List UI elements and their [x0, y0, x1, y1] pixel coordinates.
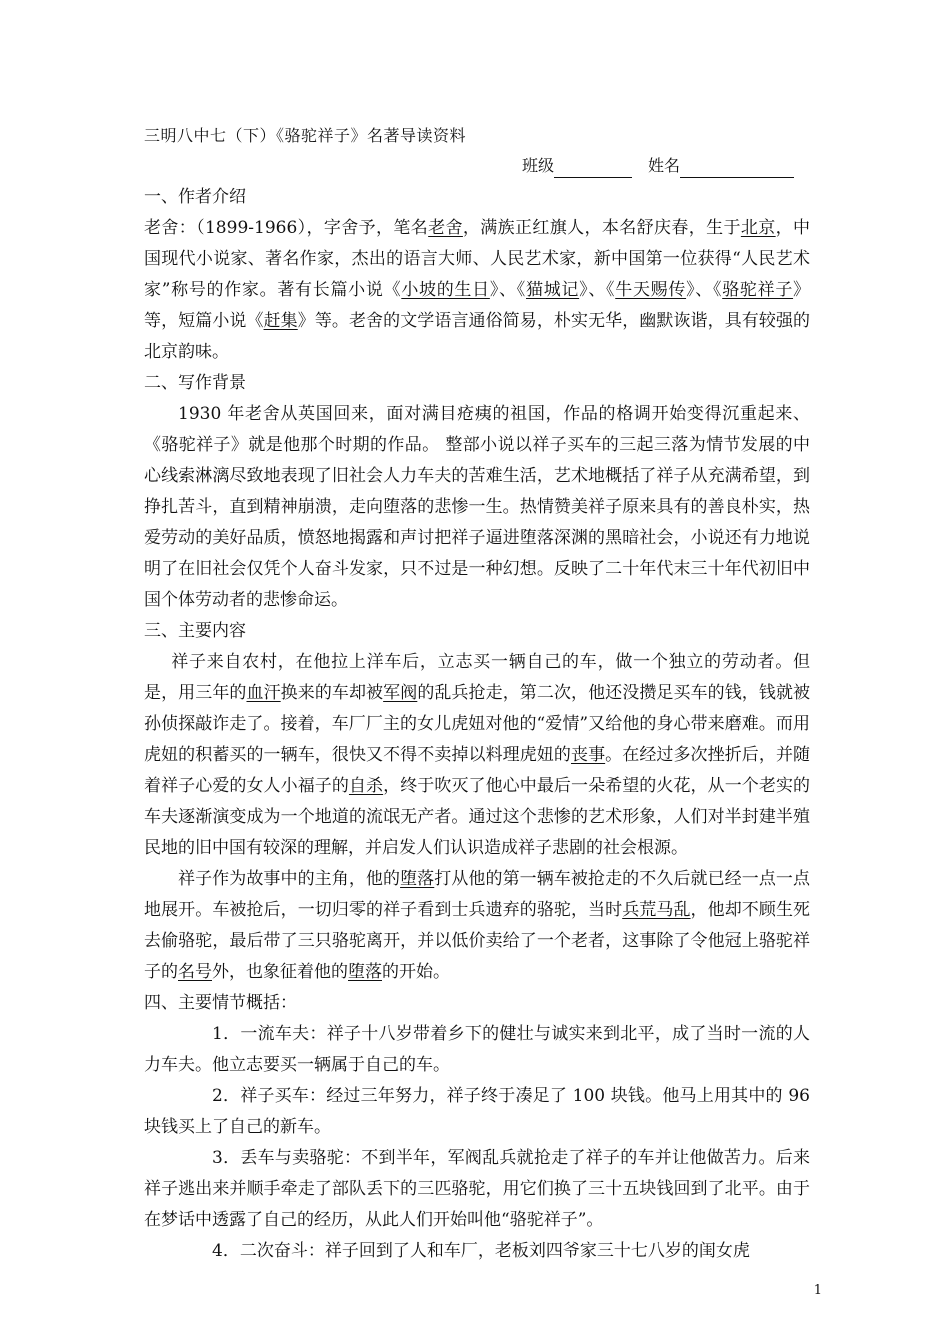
- underlined-term: 赶集: [263, 311, 298, 331]
- author-intro-paragraph: 老舍：（1899-1966），字舍予，笔名老舍，满族正红旗人，本名舒庆春，生于北京，中国现代小说家、著名作家，杰出的语言大师、人民艺术家，新中国第一位获得“人民艺术家”称号的作家。著有长篇小说《小坡的生日》、《猫城记》、《牛天赐传》、《骆驼祥子》等，短篇小说《赶集》等。老舍的文学语言通俗简易，朴实无华，幽默诙谐，具有较强的北京韵味。: [144, 218, 811, 362]
- background-paragraph: 1930 年老舍从英国回来，面对满目疮痍的祖国，作品的格调开始变得沉重起来、《骆驼祥子》就是他那个时期的作品。 整部小说以祥子买车的三起三落为情节发展的中心线索淋漓尽致地表现了旧社会人力车夫的苦难生活，艺术地概括了祥子从充满希望，到挣扎苦斗，直到精神崩溃，走向堕落的悲惨一生。热情赞美祥子原来具有的善良朴实，热爱劳动的美好品质，愤怒地揭露和声讨把祥子逼进堕落深渊的黑暗社会，小说还有力地说明了在旧社会仅凭个人奋斗发家，只不过是一种幻想。反映了二十年代末三十年代初旧中国个体劳动者的悲惨命运。: [144, 404, 810, 610]
- section-heading-author: 一、作者介绍: [144, 187, 246, 207]
- plot-item-2: 2．祥子买车：经过三年努力，祥子终于凑足了 100 块钱。他马上用其中的 96 块钱买上了自己的新车。: [144, 1086, 810, 1137]
- underlined-term: 军阀: [383, 683, 418, 703]
- underlined-term: 老舍: [428, 218, 463, 238]
- plot-item-3: 3．丢车与卖骆驼：不到半年，军阀乱兵就抢走了祥子的车并让他做苦力。后来祥子逃出来并顺手牵走了部队丢下的三匹骆驼，用它们换了三十五块钱回到了北平。由于在梦话中透露了自己的经历，从此人们开始叫他“骆驼祥子”。: [144, 1148, 810, 1230]
- plot-item-1: 1．一流车夫：祥子十八岁带着乡下的健壮与诚实来到北平，成了当时一流的人力车夫。他立志要买一辆属于自己的车。: [144, 1024, 810, 1075]
- underlined-term: 自杀: [348, 776, 384, 796]
- plot-item-4: 4．二次奋斗：祥子回到了人和车厂，老板刘四爷家三十七八岁的闺女虎: [212, 1241, 750, 1261]
- underlined-term: 丧事: [570, 745, 606, 765]
- underlined-term: 牛天赐传: [615, 280, 687, 300]
- page-number: 1: [813, 1283, 822, 1298]
- class-label: 班级: [522, 156, 555, 175]
- name-label: 姓名: [648, 156, 681, 175]
- section-heading-plot: 四、主要情节概括：: [144, 993, 297, 1013]
- underlined-term: 名号: [178, 962, 212, 982]
- underlined-term: 堕落: [400, 869, 435, 889]
- underlined-term: 堕落: [348, 962, 382, 982]
- content-paragraph-1: 祥子来自农村，在他拉上洋车后，立志买一辆自己的车，做一个独立的劳动者。但是，用三年的血汗换来的车却被军阀的乱兵抢走，第二次，他还没攒足买车的钱，钱就被孙侦探敲诈走了。接着，车厂厂主的女儿虎妞对他的“爱情”又给他的身心带来磨难。而用虎妞的积蓄买的一辆车，很快又不得不卖掉以料理虎妞的丧事。在经过多次挫折后，并随着祥子心爱的女人小福子的自杀，终于吹灭了他心中最后一朵希望的火花，从一个老实的车夫逐渐演变成为一个地道的流氓无产者。通过这个悲惨的艺术形象，人们对半封建半殖民地的旧中国有较深的理解，并启发人们认识造成祥子悲剧的社会根源。: [144, 652, 811, 858]
- name-blank[interactable]: [680, 157, 794, 178]
- class-name-line: [522, 154, 822, 178]
- underlined-term: 骆驼祥子: [722, 280, 794, 300]
- underlined-term: 小坡的生日: [401, 280, 490, 300]
- document-title: 三明八中七（下）《骆驼祥子》名著导读资料: [144, 126, 467, 145]
- class-blank[interactable]: [554, 157, 632, 178]
- underlined-term: 血汗: [246, 683, 281, 703]
- section-heading-content: 三、主要内容: [144, 621, 246, 641]
- section-heading-background: 二、写作背景: [144, 373, 246, 393]
- underlined-term: 猫城记: [525, 280, 580, 300]
- document-body: [144, 182, 810, 1267]
- underlined-term: 兵荒马乱: [622, 900, 691, 920]
- underlined-term: 北京: [740, 218, 776, 238]
- content-paragraph-2: 祥子作为故事中的主角，他的堕落打从他的第一辆车被抢走的不久后就已经一点一点地展开。车被抢后，一切归零的祥子看到士兵遗弃的骆驼，当时兵荒马乱，他却不顾生死去偷骆驼，最后带了三只骆驼离开，并以低价卖给了一个老者，这事除了令他冠上骆驼祥子的名号外，也象征着他的堕落的开始。: [144, 869, 811, 982]
